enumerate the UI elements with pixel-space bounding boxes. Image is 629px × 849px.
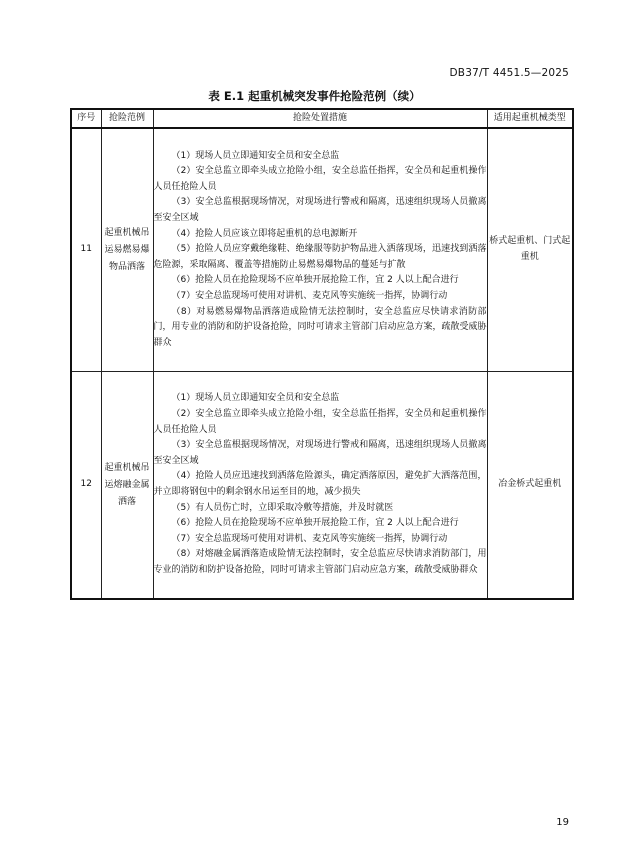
row-scope: 起重机械吊运易燃易爆物品洒落 [101,128,153,372]
measure-item: （2）安全总监立即牵头成立抢险小组，安全总监任指挥，安全员和起重机操作人员任抢险人员 [153,166,487,192]
measure-item: （4）抢险人员应该立即将起重机的总电源断开 [171,228,358,239]
measure-item: （3）安全总监根据现场情况，对现场进行警戒和隔离，迅速组织现场人员撤离至安全区域 [153,440,487,466]
emergency-table [70,108,574,600]
row-measures [153,372,487,600]
measure-item: （2）安全总监立即牵头成立抢险小组，安全总监任指挥，安全员和起重机操作人员任抢险人员 [153,409,487,435]
table-header-row [71,109,573,128]
document-code: DB37/T 4451.5—2025 [449,67,569,79]
column-header-crane-type: 适用起重机械类型 [487,109,573,128]
column-header-no: 序号 [71,109,101,128]
measure-item: （1）现场人员立即通知安全员和安全总监 [171,150,340,161]
table-row [71,128,573,372]
page-number: 19 [556,817,569,828]
row-crane-type: 冶金桥式起重机 [487,372,573,600]
measure-item: （5）抢险人员应穿戴绝缘鞋、绝缘服等防护物品进入洒落现场，迅速找到洒落危险源，采取隔离、覆盖等措施防止易燃易爆物品的蔓延与扩散 [153,244,487,270]
measure-item: （1）现场人员立即通知安全员和安全总监 [171,393,340,404]
measure-item: （3）安全总监根据现场情况，对现场进行警戒和隔离，迅速组织现场人员撤离至安全区域 [153,197,487,224]
row-number: 11 [71,128,101,372]
measure-item: （6）抢险人员在抢险现场不应单独开展抢险工作，宜 2 人以上配合进行 [171,518,459,529]
row-number: 12 [71,372,101,600]
measure-item: （4）抢险人员应迅速找到洒落危险源头，确定洒落原因，避免扩大洒落范围，并立即将钢包中的剩余钢水吊运至目的地，减少损失 [153,471,487,497]
measure-item: （8）对熔融金属洒落造成险情无法控制时，安全总监应尽快请求消防部门，用专业的消防和防护设备抢险，同时可请求主管部门启动应急方案，疏散受威胁群众 [153,549,487,575]
row-crane-type: 桥式起重机、门式起重机 [487,128,573,372]
row-scope: 起重机械吊运熔融金属洒落 [101,372,153,600]
measure-item: （6）抢险人员在抢险现场不应单独开展抢险工作，宜 2 人以上配合进行 [171,275,459,286]
measure-item: （8）对易燃易爆物品洒落造成险情无法控制时，安全总监应尽快请求消防部门，用专业的消防和防护设备抢险，同时可请求主管部门启动应急方案，疏散受威胁群众 [153,306,487,348]
table-title: 表 E.1 起重机械突发事件抢险范例（续） [208,89,421,103]
measure-item: （5）有人员伤亡时，立即采取冷敷等措施，并及时就医 [171,502,394,513]
row-measures [153,128,487,372]
table-row [71,372,573,600]
column-header-scope: 抢险范例 [101,109,153,128]
column-header-measures: 抢险处置措施 [153,109,487,128]
measure-item: （7）安全总监现场可使用对讲机、麦克风等实施统一指挥，协调行动 [171,533,448,544]
measure-item: （7）安全总监现场可使用对讲机、麦克风等实施统一指挥，协调行动 [171,290,448,301]
